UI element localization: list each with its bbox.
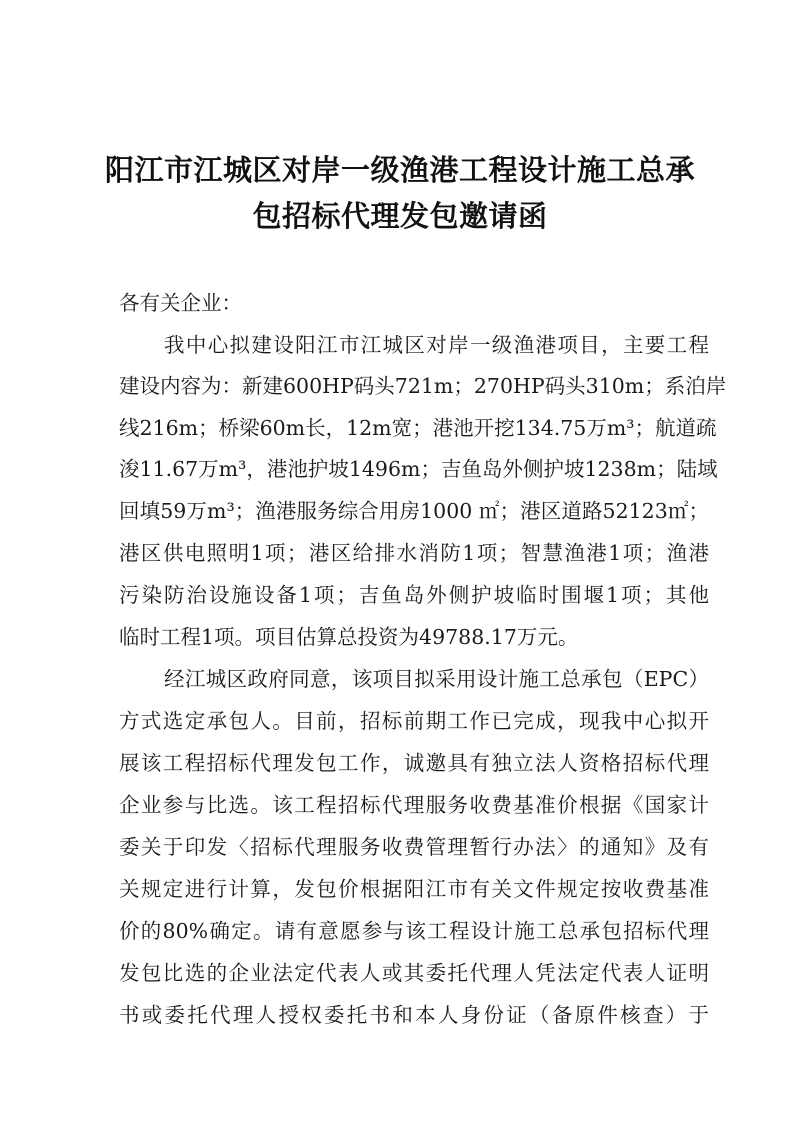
body-line: 我中心拟建设阳江市江城区对岸一级渔港项目，主要工程	[164, 333, 709, 357]
body-line: 委关于印发〈招标代理服务收费管理暂行办法〉的通知》及有	[119, 835, 709, 859]
document-title-line-2: 包招标代理发包邀请函	[252, 199, 548, 233]
document-title-line-1: 阳江市江城区对岸一级渔港工程设计施工总承	[104, 153, 695, 187]
body-line: 临时工程1项。项目估算总投资为49788.17万元。	[119, 625, 579, 649]
body-line: 发包比选的企业法定代表人或其委托代理人凭法定代表人证明	[119, 961, 709, 985]
body-line: 线216m；桥梁60m长，12m宽；港池开挖134.75万m³；航道疏	[119, 416, 717, 440]
body-line: 回填59万m³；渔港服务综合用房1000 ㎡；港区道路52123㎡；	[119, 499, 709, 523]
body-line: 展该工程招标代理发包工作，诚邀具有独立法人资格招标代理	[119, 751, 709, 775]
body-line: 书或委托代理人授权委托书和本人身份证（备原件核查）于	[119, 1003, 709, 1027]
body-line: 方式选定承包人。目前，招标前期工作已完成，现我中心拟开	[119, 709, 709, 733]
body-line: 污染防治设施设备1项；吉鱼岛外侧护坡临时围堰1项；其他	[119, 583, 709, 607]
body-line: 港区供电照明1项；港区给排水消防1项；智慧渔港1项；渔港	[119, 541, 709, 565]
body-line: 关规定进行计算，发包价根据阳江市有关文件规定按收费基准	[119, 877, 709, 901]
body-line: 建设内容为：新建600HP码头721m；270HP码头310m；系泊岸	[119, 374, 727, 398]
body-line: 经江城区政府同意，该项目拟采用设计施工总承包（EPC）	[164, 667, 709, 691]
body-line: 企业参与比选。该工程招标代理服务收费基准价根据《国家计	[119, 793, 709, 817]
body-line: 价的80%确定。请有意愿参与该工程设计施工总承包招标代理	[119, 919, 709, 943]
salutation: 各有关企业：	[119, 291, 242, 315]
body-line: 浚11.67万m³，港池护坡1496m；吉鱼岛外侧护坡1238m；陆域	[119, 457, 718, 481]
